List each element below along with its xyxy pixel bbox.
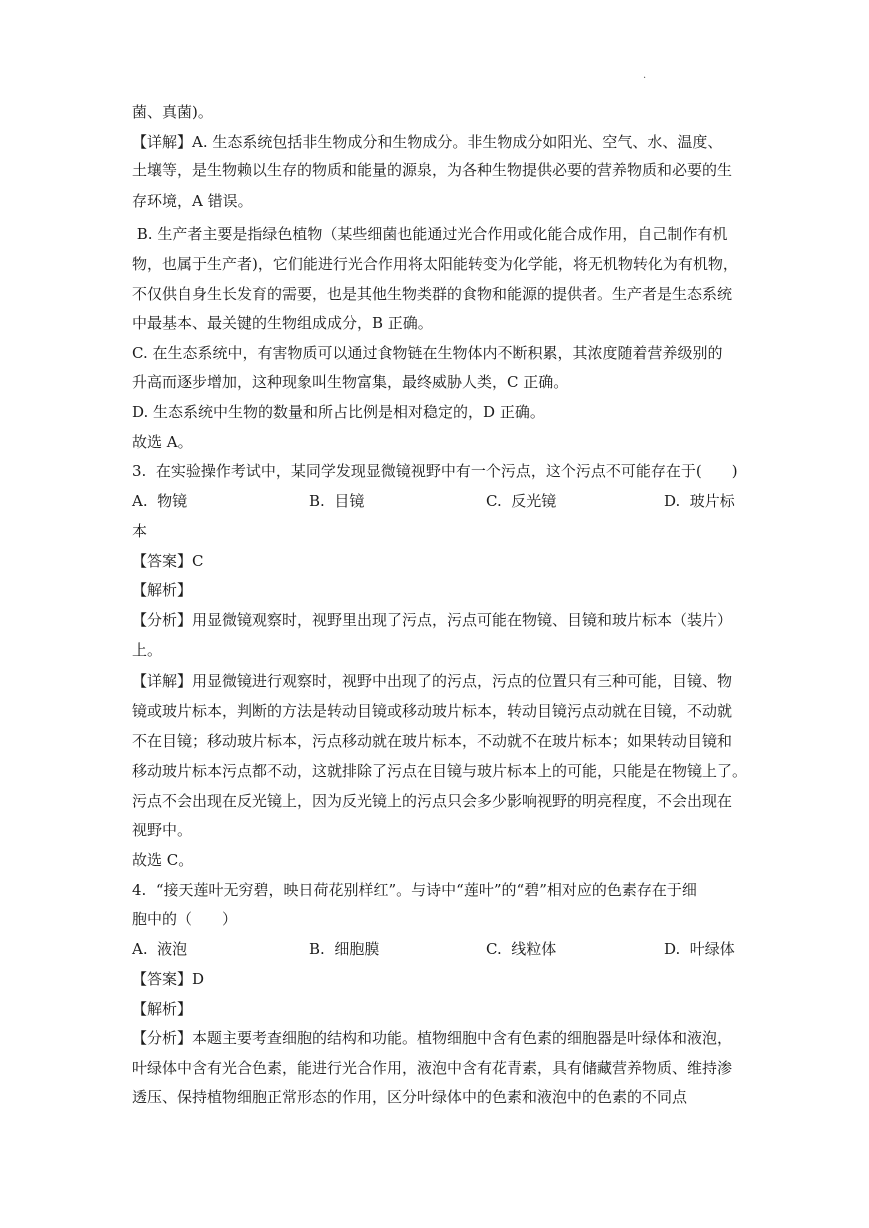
question-3-stem: 3. 在实验操作考试中，某同学发现显微镜视野中有一个污点，这个污点不可能存在于( ) xyxy=(132,462,738,480)
text-line: 污点不会出现在反光镜上，因为反光镜上的污点只会多少影响视野的明亮程度，不会出现在 xyxy=(132,792,733,810)
text-line: 不在目镜；移动玻片标本，污点移动就在玻片标本，不动就不在玻片标本；如果转动目镜和 xyxy=(132,732,733,750)
option-d: D. 叶绿体 xyxy=(664,940,735,958)
text-line: 【分析】本题主要考查细胞的结构和功能。植物细胞中含有色素的细胞器是叶绿体和液泡， xyxy=(132,1029,733,1047)
text-line: C. 在生态系统中，有害物质可以通过食物链在生物体内不断积累，其浓度随着营养级别的 xyxy=(132,344,723,362)
text-line: 【分析】用显微镜观察时，视野里出现了污点，污点可能在物镜、目镜和玻片标本（装片） xyxy=(132,611,733,629)
text-line: D. 生态系统中生物的数量和所占比例是相对稳定的，D 正确。 xyxy=(132,403,545,421)
text-line: B. 生产者主要是指绿色植物（某些细菌也能通过光合作用或化能合成作用，自己制作有机 xyxy=(132,225,728,243)
text-line: 本 xyxy=(132,522,148,540)
option-b: B. 目镜 xyxy=(309,492,365,510)
option-d: D. 玻片标 xyxy=(664,492,735,510)
answer-label: 【答案】C xyxy=(132,552,204,570)
question-4-stem: 4. “接天莲叶无穷碧，映日荷花别样红”。与诗中“莲叶”的“碧”相对应的色素存在于细 xyxy=(132,881,697,899)
option-a: A. 液泡 xyxy=(132,940,188,958)
page-dot: . xyxy=(643,70,647,81)
option-c: C. 反光镜 xyxy=(486,492,557,510)
text-line: 升高而逐步增加，这种现象叫生物富集，最终威胁人类，C 正确。 xyxy=(132,373,569,391)
analysis-label: 【解析】 xyxy=(132,581,193,599)
text-line: 故选 C。 xyxy=(132,851,194,869)
text-line: 存环境，A 错误。 xyxy=(132,192,253,210)
option-c: C. 线粒体 xyxy=(486,940,557,958)
text-line: 视野中。 xyxy=(132,821,193,839)
option-a: A. 物镜 xyxy=(132,492,188,510)
text-line: 镜或玻片标本，判断的方法是转动目镜或移动玻片标本，转动目镜污点动就在目镜，不动就 xyxy=(132,702,733,720)
text-line: 上。 xyxy=(132,641,163,659)
answer-label: 【答案】D xyxy=(132,970,205,988)
text-line: 移动玻片标本污点都不动，这就排除了污点在目镜与玻片标本上的可能，只能是在物镜上了。 xyxy=(132,762,748,780)
option-b: B. 细胞膜 xyxy=(309,940,380,958)
text-line: 土壤等，是生物赖以生存的物质和能量的源泉，为各种生物提供必要的营养物质和必要的生 xyxy=(132,161,733,179)
text-line: 菌、真菌)。 xyxy=(132,103,213,121)
text-line: 不仅供自身生长发育的需要，也是其他生物类群的食物和能源的提供者。生产者是生态系统 xyxy=(132,285,733,303)
text-line: 叶绿体中含有光合色素，能进行光合作用，液泡中含有花青素，具有储藏营养物质、维持渗 xyxy=(132,1059,733,1077)
text-line: 故选 A。 xyxy=(132,433,193,451)
text-line: 【详解】A. 生态系统包括非生物成分和生物成分。非生物成分如阳光、空气、水、温度、 xyxy=(132,133,723,151)
text-line: 【详解】用显微镜进行观察时，视野中出现了的污点，污点的位置只有三种可能，目镜、物 xyxy=(132,672,733,690)
text-line: 透压、保持植物细胞正常形态的作用，区分叶绿体中的色素和液泡中的色素的不同点 xyxy=(132,1088,688,1106)
text-line: 胞中的（ ） xyxy=(132,910,238,928)
text-line: 物，也属于生产者)，它们能进行光合作用将太阳能转变为化学能，将无机物转化为有机物， xyxy=(132,255,738,273)
analysis-label: 【解析】 xyxy=(132,1000,193,1018)
text-line: 中最基本、最关键的生物组成成分，B 正确。 xyxy=(132,314,433,332)
